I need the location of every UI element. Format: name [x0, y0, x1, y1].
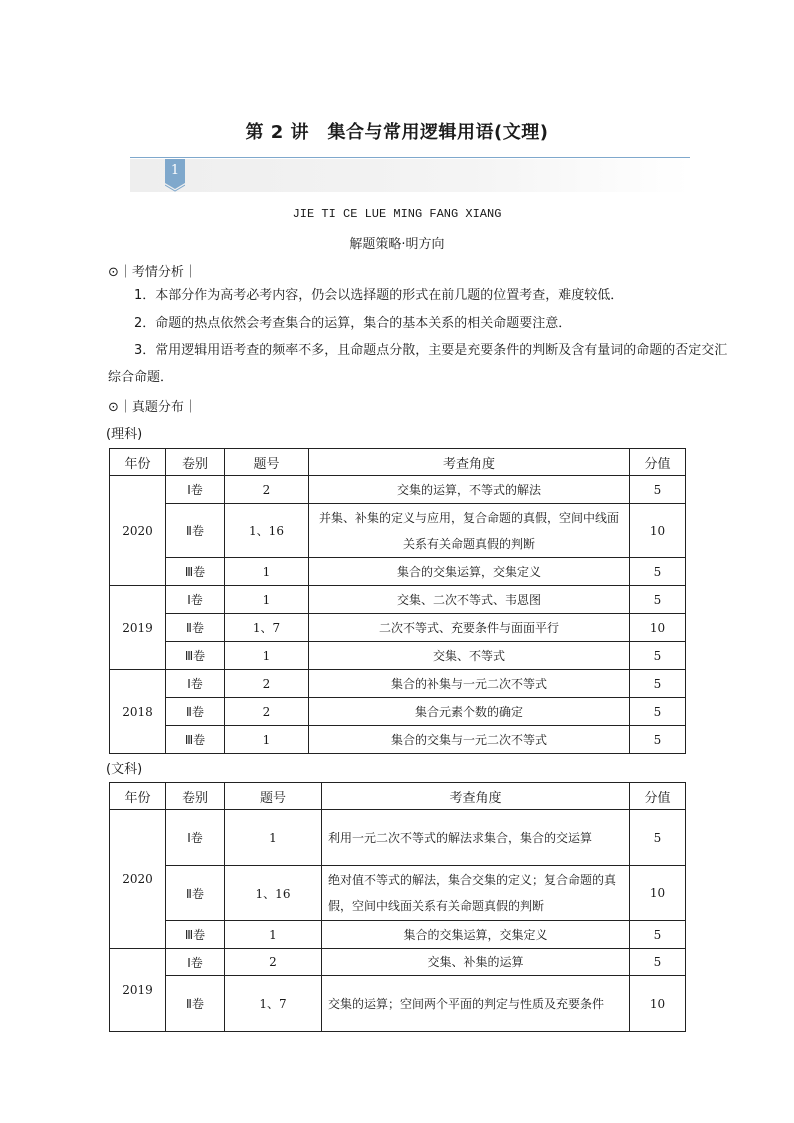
question-cell: 2 — [225, 476, 309, 504]
liberal-arts-table — [109, 782, 686, 1032]
paper-cell: Ⅲ卷 — [166, 642, 225, 670]
question-cell: 1 — [225, 921, 322, 949]
question-cell: 1 — [225, 586, 309, 614]
score-cell: 10 — [630, 614, 686, 642]
paragraph-2: 2．命题的热点依然会考查集合的运算，集合的基本关系的相关命题要注意． — [134, 316, 572, 331]
table-row — [110, 866, 686, 921]
title-rule — [130, 157, 690, 158]
question-cell: 1、7 — [225, 614, 309, 642]
header-paper: 卷别 — [166, 449, 225, 476]
paper-cell: Ⅲ卷 — [166, 921, 225, 949]
score-cell: 5 — [630, 726, 686, 754]
header-year: 年份 — [110, 783, 166, 810]
paper-cell: Ⅰ卷 — [166, 949, 225, 976]
section-band — [130, 159, 690, 192]
header-paper: 卷别 — [166, 783, 225, 810]
table-row — [110, 976, 686, 1032]
table-row — [110, 586, 686, 614]
question-cell: 1 — [225, 558, 309, 586]
score-cell: 10 — [630, 976, 686, 1032]
paper-cell: Ⅱ卷 — [166, 866, 225, 921]
year-cell: 2019 — [110, 586, 166, 670]
section-subtitle: 解题策略·明方向 — [349, 237, 445, 252]
score-cell: 5 — [630, 810, 686, 866]
score-cell: 5 — [630, 670, 686, 698]
score-cell: 5 — [630, 949, 686, 976]
table-header-row — [110, 783, 686, 810]
paper-cell: Ⅰ卷 — [166, 476, 225, 504]
question-cell: 2 — [225, 949, 322, 976]
topic-cell: 二次不等式、充要条件与面面平行 — [309, 614, 630, 642]
topic-cell: 并集、补集的定义与应用，复合命题的真假，空间中线面关系有关命题真假的判断 — [309, 504, 630, 558]
topic-cell: 利用一元二次不等式的解法求集合，集合的交运算 — [322, 810, 630, 866]
score-cell: 10 — [630, 866, 686, 921]
topic-cell: 交集、补集的运算 — [322, 949, 630, 976]
table-row — [110, 642, 686, 670]
question-cell: 1、16 — [225, 866, 322, 921]
header-year: 年份 — [110, 449, 166, 476]
header-question: 题号 — [225, 783, 322, 810]
score-cell: 5 — [630, 698, 686, 726]
topic-cell: 交集的运算，不等式的解法 — [309, 476, 630, 504]
table-row — [110, 504, 686, 558]
question-cell: 1 — [225, 810, 322, 866]
topic-cell: 交集的运算；空间两个平面的判定与性质及充要条件 — [322, 976, 630, 1032]
paper-cell: Ⅱ卷 — [166, 504, 225, 558]
year-cell: 2018 — [110, 670, 166, 754]
question-cell: 1、7 — [225, 976, 322, 1032]
question-cell: 1 — [225, 642, 309, 670]
topic-cell: 交集、二次不等式、韦恩图 — [309, 586, 630, 614]
section-exam-analysis: ⊙｜考情分析｜ — [108, 265, 197, 280]
score-cell: 10 — [630, 504, 686, 558]
score-cell: 5 — [630, 642, 686, 670]
table-row — [110, 614, 686, 642]
table-row — [110, 698, 686, 726]
topic-cell: 集合元素个数的确定 — [309, 698, 630, 726]
science-label: (理科) — [106, 427, 143, 442]
table-row — [110, 726, 686, 754]
header-score: 分值 — [630, 783, 686, 810]
topic-cell: 集合的补集与一元二次不等式 — [309, 670, 630, 698]
score-cell: 5 — [630, 586, 686, 614]
table-row — [110, 810, 686, 866]
topic-cell: 交集、不等式 — [309, 642, 630, 670]
question-cell: 2 — [225, 670, 309, 698]
table-header-row — [110, 449, 686, 476]
topic-cell: 集合的交集运算，交集定义 — [322, 921, 630, 949]
paragraph-1: 1．本部分作为高考必考内容，仍会以选择题的形式在前几题的位置考查，难度较低． — [134, 288, 624, 303]
score-cell: 5 — [630, 476, 686, 504]
table-row — [110, 670, 686, 698]
paragraph-3: 3．常用逻辑用语考查的频率不多，且命题点分散，主要是充要条件的判断及含有量词的命题的否定交汇综合命题． — [108, 343, 728, 385]
year-cell: 2020 — [110, 476, 166, 586]
table-row — [110, 558, 686, 586]
section-exam-distribution: ⊙｜真题分布｜ — [108, 400, 197, 415]
table-row — [110, 921, 686, 949]
paper-cell: Ⅰ卷 — [166, 670, 225, 698]
header-topic: 考查角度 — [322, 783, 630, 810]
table-row — [110, 949, 686, 976]
header-question: 题号 — [225, 449, 309, 476]
pinyin-heading: JIE TI CE LUE MING FANG XIANG — [292, 207, 502, 221]
year-cell: 2019 — [110, 949, 166, 1032]
score-cell: 5 — [630, 921, 686, 949]
question-cell: 2 — [225, 698, 309, 726]
question-cell: 1、16 — [225, 504, 309, 558]
header-topic: 考查角度 — [309, 449, 630, 476]
year-cell: 2020 — [110, 810, 166, 949]
science-table — [109, 448, 686, 754]
paper-cell: Ⅲ卷 — [166, 726, 225, 754]
paper-cell: Ⅰ卷 — [166, 586, 225, 614]
paper-cell: Ⅲ卷 — [166, 558, 225, 586]
liberal-arts-label: (文科) — [106, 762, 143, 777]
score-cell: 5 — [630, 558, 686, 586]
paper-cell: Ⅱ卷 — [166, 976, 225, 1032]
page-title: 第 2 讲 集合与常用逻辑用语(文理) — [245, 122, 549, 143]
topic-cell: 集合的交集与一元二次不等式 — [309, 726, 630, 754]
paper-cell: Ⅱ卷 — [166, 698, 225, 726]
topic-cell: 集合的交集运算，交集定义 — [309, 558, 630, 586]
paper-cell: Ⅰ卷 — [166, 810, 225, 866]
table-row — [110, 476, 686, 504]
paper-cell: Ⅱ卷 — [166, 614, 225, 642]
section-badge-number: 1 — [170, 163, 180, 178]
header-score: 分值 — [630, 449, 686, 476]
question-cell: 1 — [225, 726, 309, 754]
topic-cell: 绝对值不等式的解法，集合交集的定义；复合命题的真假，空间中线面关系有关命题真假的判断 — [322, 866, 630, 921]
